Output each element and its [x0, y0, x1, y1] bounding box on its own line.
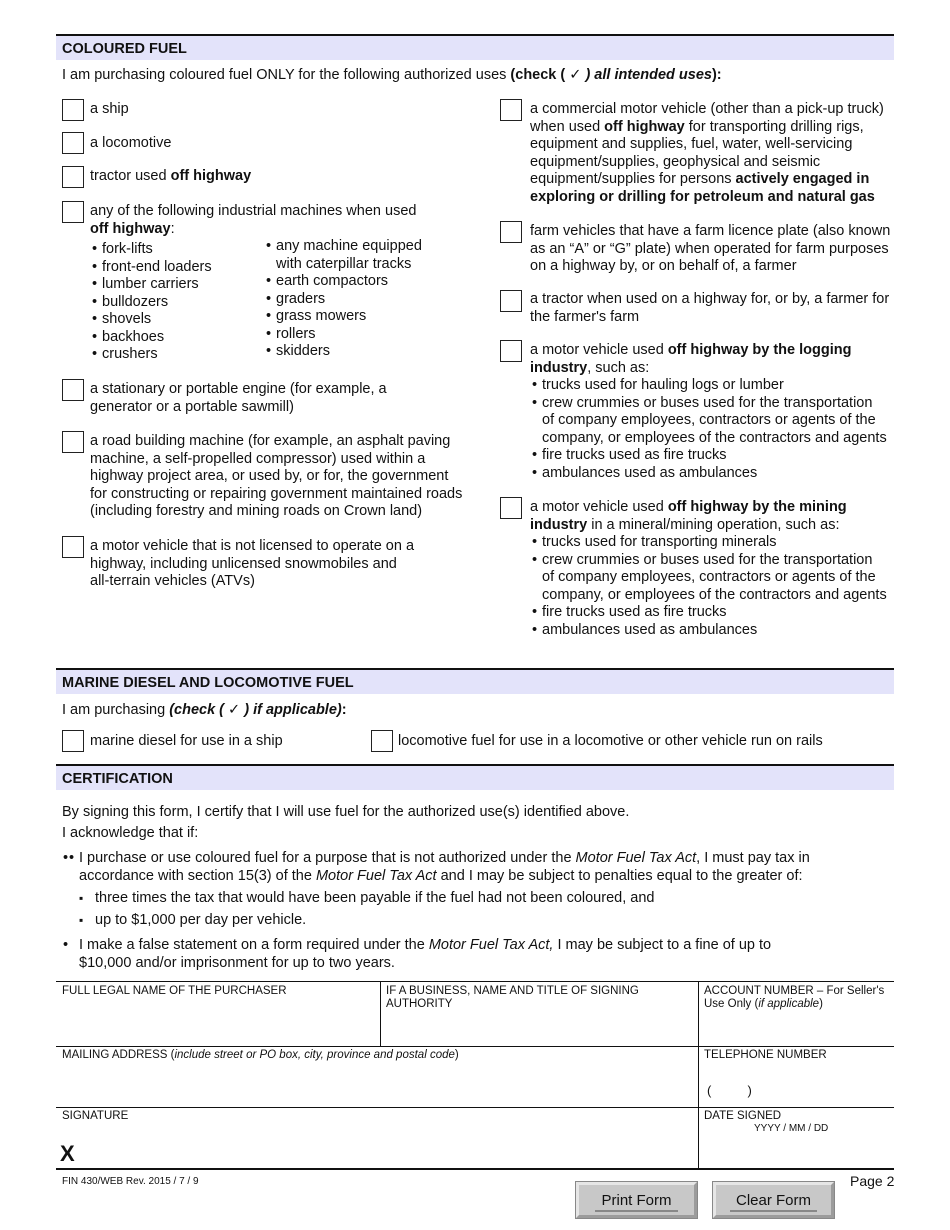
telephone-input[interactable] [700, 1064, 892, 1104]
option-locomotive: a locomotive [90, 135, 172, 151]
option-farm-vehicles: farm vehicles that have a farm licence plate (also known as an “A” or “G” plate) when operated for farm purposes on a highway by, or on behalf of, a farmer [530, 223, 891, 274]
cert-bullet-1: • • I purchase or use coloured fuel for a purpose that is not authorized under the Motor Fuel Tax Act, I must pay tax in accordance with section 15(3) of the Motor Fuel Tax Act and I may be subject to penalties equal to the greater of: [79, 850, 810, 885]
cert-bullet-2: • I make a false statement on a form required under the Motor Fuel Tax Act, I may be subject to a fine of up to $10,000 and/or imprisonment for up to two years. [63, 937, 772, 971]
field-telephone-label: TELEPHONE NUMBER [704, 1049, 827, 1061]
mailing-address-input[interactable] [58, 1064, 696, 1104]
option-farm-tractor: a tractor when used on a highway for, or by, a farmer for the farmer's farm [530, 291, 890, 325]
coloured-fuel-intro: I am purchasing coloured fuel ONLY for the following authorized uses (check ( ✓ ) all intended uses): [62, 67, 722, 83]
option-unlicensed-vehicle: a motor vehicle that is not licensed to operate on a highway, including unlicensed snowmobiles and all-terrain vehicles (ATVs) [90, 538, 415, 589]
certification-header: CERTIFICATION [56, 764, 894, 790]
option-engine: a stationary or portable engine (for example, a generator or a portable sawmill) [90, 381, 387, 415]
fields-bottom-line [56, 1168, 894, 1170]
fields-divider-2 [698, 981, 699, 1169]
signing-authority-input[interactable] [382, 1012, 696, 1044]
marine-header: MARINE DIESEL AND LOCOMOTIVE FUEL [56, 668, 894, 694]
field-signature-label: SIGNATURE [62, 1110, 129, 1122]
date-signed-input[interactable] [700, 1136, 892, 1166]
form-id: FIN 430/WEB Rev. 2015 / 7 / 9 [62, 1176, 199, 1187]
fields-divider-1 [380, 981, 381, 1046]
cert-sub-bullet-2: ▪ up to $1,000 per day per vehicle. [79, 912, 307, 928]
option-ship: a ship [90, 101, 129, 117]
checkbox-ship[interactable] [62, 99, 84, 121]
checkbox-unlicensed-vehicle[interactable] [62, 536, 84, 558]
option-road-building: a road building machine (for example, an asphalt paving machine, a self-propelled compressor) used within a highway project area, or used by, or for, the government for constructing or repairing government maintained roads (including forestry and mining roads on Crown land) [90, 433, 463, 519]
marine-intro: I am purchasing (check ( ✓ ) if applicable): [62, 702, 347, 718]
cert-statement: By signing this form, I certify that I will use fuel for the authorized use(s) identified above. [62, 804, 630, 820]
telephone-area-code: ( ) [707, 1083, 752, 1098]
cert-sub-bullet-1: ▪ three times the tax that would have been payable if the fuel had not been coloured, and [79, 890, 655, 906]
cert-acknowledge: I acknowledge that if: [62, 825, 199, 841]
option-tractor: tractor used off highway [90, 168, 252, 184]
clear-form-button[interactable]: Clear Form [713, 1182, 834, 1218]
option-locomotive-fuel: locomotive fuel for use in a locomotive or other vehicle run on rails [398, 733, 823, 749]
checkbox-commercial-vehicle[interactable] [500, 99, 522, 121]
coloured-fuel-header: COLOURED FUEL [56, 34, 894, 60]
checkbox-logging[interactable] [500, 340, 522, 362]
field-purchaser-label: FULL LEGAL NAME OF THE PURCHASER [62, 985, 287, 997]
option-commercial-vehicle: a commercial motor vehicle (other than a pick-up truck) when used off highway for transporting drilling rigs, equipment and supplies, fuel, water, well-servicing equipment/supplies, geophysical and seismic equipment/supplies for persons actively engaged in exploring or drilling for petroleum and natural gas [530, 101, 884, 205]
account-number-input[interactable] [700, 1012, 892, 1044]
checkbox-industrial-machines[interactable] [62, 201, 84, 223]
print-form-button[interactable]: Print Form [576, 1182, 697, 1218]
machines-list-1: • fork-lifts • front-end loaders • lumber carriers • bulldozers • shovels • backhoes • crushers [90, 241, 212, 364]
field-address-label: MAILING ADDRESS (include street or PO box, city, province and postal code) [62, 1049, 459, 1061]
option-marine-diesel: marine diesel for use in a ship [90, 733, 283, 749]
field-date-label: DATE SIGNED [704, 1110, 782, 1122]
checkbox-mining[interactable] [500, 497, 522, 519]
checkbox-engine[interactable] [62, 379, 84, 401]
signature-input[interactable] [85, 1125, 695, 1165]
purchaser-name-input[interactable] [58, 1000, 378, 1044]
date-format-hint: YYYY / MM / DD [754, 1123, 829, 1134]
machines-list-2: • any machine equipped with caterpillar tracks • earth compactors • graders • grass mowers • rollers • skidders [264, 238, 422, 361]
fields-line-2 [56, 1046, 894, 1047]
option-industrial-machines: any of the following industrial machines when used off highway: [90, 203, 417, 237]
checkbox-farm-tractor[interactable] [500, 290, 522, 312]
option-mining: a motor vehicle used off highway by the mining industry in a mineral/mining operation, such as: • trucks used for transporting minerals • crew crummies or buses used for the transportation of company employees, contractors or agents of the company, or employees of the contractors and agents • fire trucks used as fire trucks • ambulances used as ambulances [530, 499, 887, 639]
fields-line-3 [56, 1107, 894, 1108]
signature-x-mark: X [60, 1141, 75, 1166]
page-number: Page 2 [850, 1173, 895, 1189]
fields-top-line [56, 981, 894, 982]
checkbox-road-building[interactable] [62, 431, 84, 453]
option-logging: a motor vehicle used off highway by the logging industry, such as: • trucks used for hauling logs or lumber • crew crummies or buses used for the transportation of company employees, contractors or agents of the company, or employees of the contractors and agents • fire trucks used as fire trucks • ambulances used as ambulances [530, 342, 887, 482]
checkbox-marine-diesel[interactable] [62, 730, 84, 752]
checkbox-tractor[interactable] [62, 166, 84, 188]
checkbox-locomotive-fuel[interactable] [371, 730, 393, 752]
checkbox-locomotive[interactable] [62, 132, 84, 154]
field-authority-label: IF A BUSINESS, NAME AND TITLE OF SIGNING AUTHORITY [386, 985, 639, 1010]
checkbox-farm-vehicles[interactable] [500, 221, 522, 243]
field-account-label: ACCOUNT NUMBER – For Seller's Use Only (if applicable) [704, 985, 885, 1010]
